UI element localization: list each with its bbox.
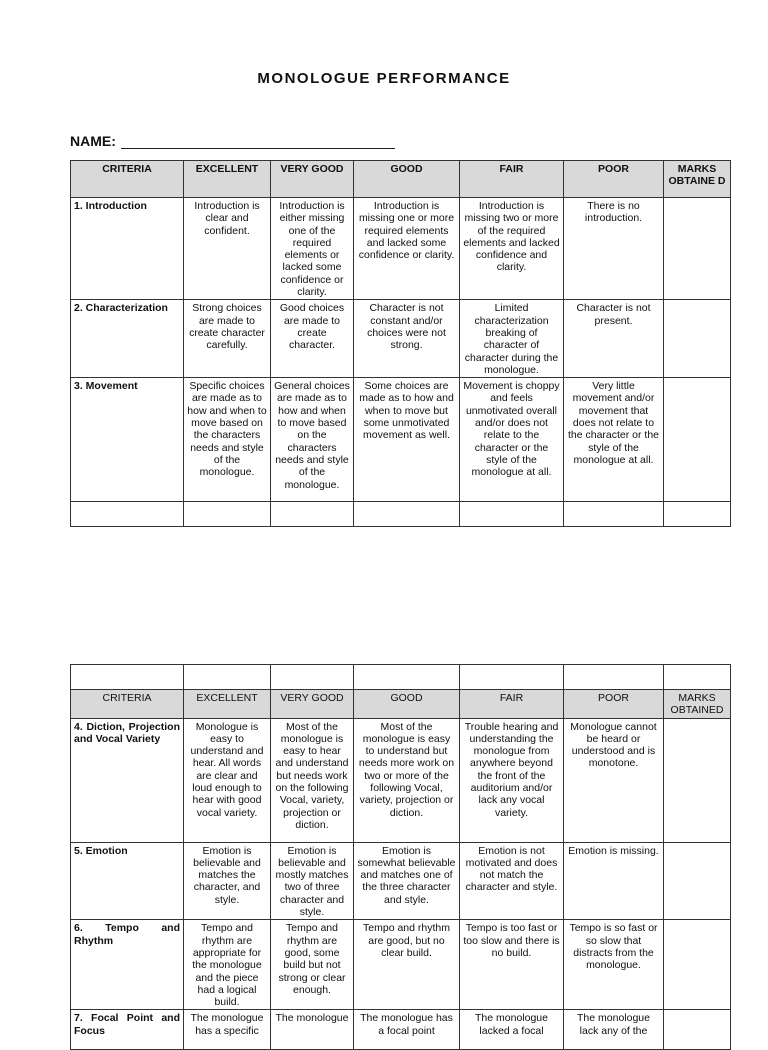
poor-cell: There is no introduction. xyxy=(564,198,664,300)
good-cell: Some choices are made as to how and when to move but some unmotivated movement as well. xyxy=(354,378,460,502)
excellent-cell: Emotion is believable and matches the character, and style. xyxy=(184,842,271,920)
table-row xyxy=(71,198,731,300)
header-poor: POOR xyxy=(564,161,664,198)
header-good: GOOD xyxy=(354,161,460,198)
document-title: MONOLOGUE PERFORMANCE xyxy=(257,70,511,87)
blank-cell[interactable] xyxy=(564,502,664,527)
header-criteria: CRITERIA xyxy=(71,161,184,198)
good-cell: Most of the monologue is easy to understand but needs more work on two or more of the following Vocal, variety, projection or diction. xyxy=(354,718,460,842)
very-good-cell: Most of the monologue is easy to hear and understand but needs work on the following Vocal, variety, projection or diction. xyxy=(271,718,354,842)
blank-cell[interactable] xyxy=(564,665,664,690)
criteria-cell: 7. Focal Point and Focus xyxy=(71,1010,184,1050)
marks-cell[interactable] xyxy=(664,378,731,502)
very-good-cell: Tempo and rhythm are good, some build but not strong or clear enough. xyxy=(271,920,354,1010)
table-row xyxy=(71,378,731,502)
poor-cell: Very little movement and/or movement that does not relate to the character or the style of the monologue at all. xyxy=(564,378,664,502)
blank-cell[interactable] xyxy=(354,665,460,690)
table-row xyxy=(71,920,731,1010)
very-good-cell: Emotion is believable and mostly matches two of three character and style. xyxy=(271,842,354,920)
blank-cell[interactable] xyxy=(184,502,271,527)
fair-cell: Trouble hearing and understanding the monologue from anywhere beyond the front of the auditorium and/or lack any vocal variety. xyxy=(460,718,564,842)
blank-cell[interactable] xyxy=(460,502,564,527)
rubric-table-page-1 xyxy=(70,160,731,527)
excellent-cell: Monologue is easy to understand and hear. All words are clear and loud enough to hear with good vocal variety. xyxy=(184,718,271,842)
criteria-cell: 6. Tempo and Rhythm xyxy=(71,920,184,1010)
header-marks-obtained: MARKS OBTAINED xyxy=(664,690,731,719)
name-label: NAME: xyxy=(70,133,116,149)
header-good: GOOD xyxy=(354,690,460,719)
poor-cell: Character is not present. xyxy=(564,300,664,378)
blank-cell[interactable] xyxy=(271,665,354,690)
table-row xyxy=(71,718,731,842)
criteria-cell: 1. Introduction xyxy=(71,198,184,300)
table-row xyxy=(71,1010,731,1050)
fair-cell: Limited characterization breaking of character of character during the monologue. xyxy=(460,300,564,378)
marks-cell[interactable] xyxy=(664,842,731,920)
criteria-cell: 3. Movement xyxy=(71,378,184,502)
fair-cell: The monologue lacked a focal xyxy=(460,1010,564,1050)
blank-row xyxy=(71,502,731,527)
excellent-cell: Introduction is clear and confident. xyxy=(184,198,271,300)
very-good-cell: General choices are made as to how and when to move based on the characters needs and style of the monologue. xyxy=(271,378,354,502)
excellent-cell: Strong choices are made to create character carefully. xyxy=(184,300,271,378)
poor-cell: Tempo is so fast or so slow that distracts from the monologue. xyxy=(564,920,664,1010)
table-row xyxy=(71,300,731,378)
fair-cell: Tempo is too fast or too slow and there is no build. xyxy=(460,920,564,1010)
poor-cell: The monologue lack any of the xyxy=(564,1010,664,1050)
header-poor: POOR xyxy=(564,690,664,719)
header-row xyxy=(71,690,731,719)
table-row xyxy=(71,842,731,920)
fair-cell: Emotion is not motivated and does not match the character and style. xyxy=(460,842,564,920)
marks-cell[interactable] xyxy=(664,718,731,842)
good-cell: The monologue has a focal point xyxy=(354,1010,460,1050)
very-good-cell: Introduction is either missing one of the required elements or lacked some confidence or clarity. xyxy=(271,198,354,300)
fair-cell: Introduction is missing two or more of the required elements and lacked confidence and clarity. xyxy=(460,198,564,300)
header-excellent: EXCELLENT xyxy=(184,690,271,719)
marks-cell[interactable] xyxy=(664,300,731,378)
good-cell: Introduction is missing one or more required elements and lacked some confidence or clarity. xyxy=(354,198,460,300)
header-very-good: VERY GOOD xyxy=(271,161,354,198)
poor-cell: Emotion is missing. xyxy=(564,842,664,920)
header-marks-obtained: MARKS OBTAINE D xyxy=(664,161,731,198)
name-field[interactable] xyxy=(70,133,395,149)
excellent-cell: The monologue has a specific xyxy=(184,1010,271,1050)
blank-cell[interactable] xyxy=(664,502,731,527)
header-excellent: EXCELLENT xyxy=(184,161,271,198)
good-cell: Character is not constant and/or choices were not strong. xyxy=(354,300,460,378)
good-cell: Emotion is somewhat believable and matches one of the three character and style. xyxy=(354,842,460,920)
header-very-good: VERY GOOD xyxy=(271,690,354,719)
blank-cell[interactable] xyxy=(460,665,564,690)
blank-cell[interactable] xyxy=(354,502,460,527)
header-fair: FAIR xyxy=(460,161,564,198)
excellent-cell: Tempo and rhythm are appropriate for the monologue and the piece had a logical build. xyxy=(184,920,271,1010)
poor-cell: Monologue cannot be heard or understood and is monotone. xyxy=(564,718,664,842)
marks-cell[interactable] xyxy=(664,198,731,300)
very-good-cell: The monologue xyxy=(271,1010,354,1050)
blank-cell[interactable] xyxy=(71,502,184,527)
blank-cell[interactable] xyxy=(664,665,731,690)
rubric-table-page-2 xyxy=(70,664,731,1050)
blank-cell[interactable] xyxy=(271,502,354,527)
header-fair: FAIR xyxy=(460,690,564,719)
good-cell: Tempo and rhythm are good, but no clear build. xyxy=(354,920,460,1010)
criteria-cell: 2. Characterization xyxy=(71,300,184,378)
fair-cell: Movement is choppy and feels unmotivated overall and/or does not relate to the character or the style of the monologue at all. xyxy=(460,378,564,502)
name-underline[interactable] xyxy=(121,136,395,149)
header-criteria: CRITERIA xyxy=(71,690,184,719)
marks-cell[interactable] xyxy=(664,920,731,1010)
blank-cell[interactable] xyxy=(71,665,184,690)
marks-cell[interactable] xyxy=(664,1010,731,1050)
criteria-cell: 4. Diction, Projection and Vocal Variety xyxy=(71,718,184,842)
excellent-cell: Specific choices are made as to how and when to move based on the characters needs and style of the monologue. xyxy=(184,378,271,502)
blank-cell[interactable] xyxy=(184,665,271,690)
header-row xyxy=(71,161,731,198)
blank-row xyxy=(71,665,731,690)
criteria-cell: 5. Emotion xyxy=(71,842,184,920)
very-good-cell: Good choices are made to create character. xyxy=(271,300,354,378)
